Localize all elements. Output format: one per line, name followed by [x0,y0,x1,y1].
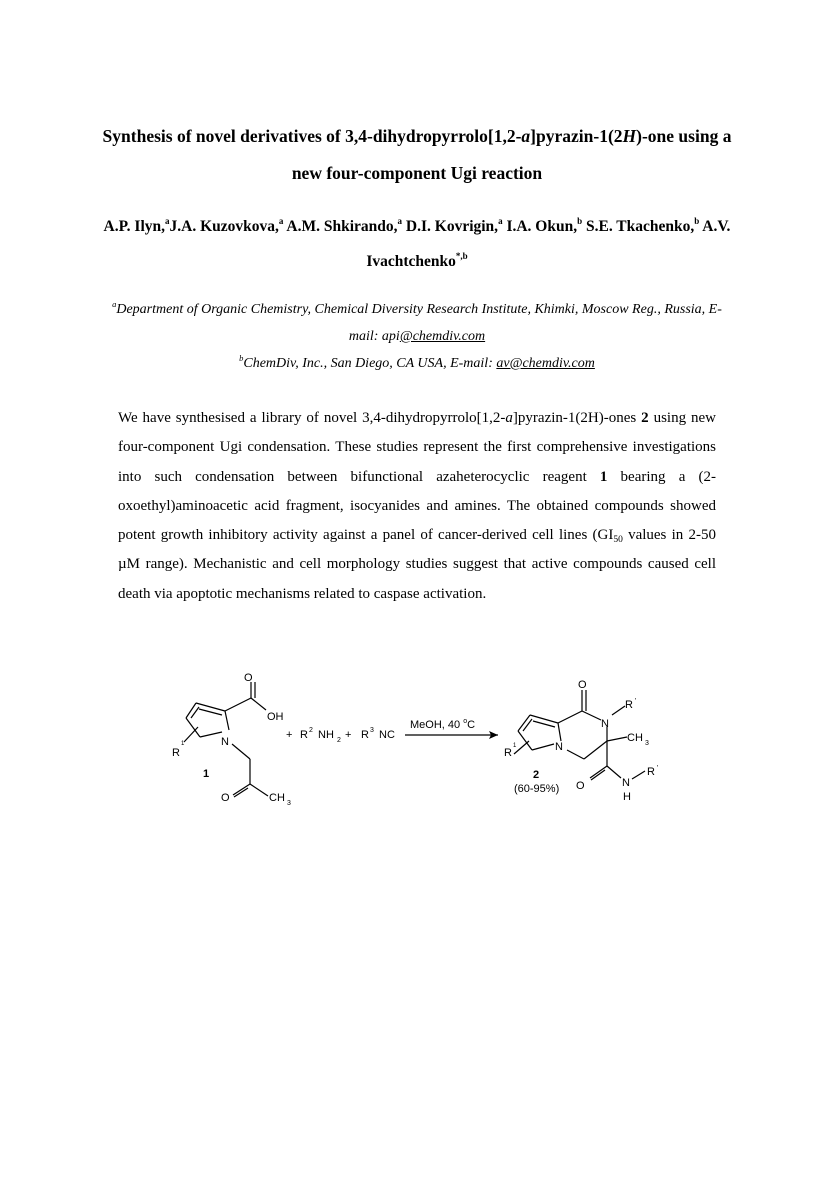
reaction-conditions [410,718,475,731]
plus-sign: + [345,729,352,741]
conditions-text: MeOH, 40 [410,719,464,731]
bond [567,750,584,759]
atom-label-r: R [647,766,655,778]
bond [250,784,268,796]
affiliation-text: Department of Organic Chemistry, Chemical Diversity Research Institute, Khimki, Moscow Reg., Russia, E-mail: api [116,302,722,344]
bond [225,711,229,730]
affiliation-mark: a [112,299,117,309]
atom-label-sub: 3 [287,800,291,807]
reagent-amine-group: NH [318,729,334,741]
reagent-iso-r: R [361,729,369,741]
atom-label-r: R [172,747,180,759]
bond [184,727,198,742]
bond [591,770,605,780]
author-affiliation-mark: a [498,216,503,226]
author-name: I.A. Okun, [506,218,578,235]
bond [584,741,607,759]
atom-label-sup: 1 [181,741,185,747]
compound-label-2: 2 [533,769,540,781]
title-italic-a: a [521,126,531,146]
bond [518,715,530,731]
author-affiliation-mark: b [577,216,583,226]
title-italic-h: H [622,126,637,146]
abstract-text: using new four-component Ugi condensation. These studies represent the first comprehensive investigations into such condensation between bifunctional azaheterocyclic reagent [118,410,717,485]
affiliation-text: ChemDiv, Inc., San Diego, CA USA, E-mail: [243,356,497,371]
bond [233,784,250,795]
reagent-amine-sub: 2 [337,737,341,744]
bond [518,731,532,750]
atom-label-sub: 3 [645,740,649,747]
atom-label-ch: CH [269,792,285,804]
email-link[interactable]: av@chemdiv.com [496,356,595,371]
compound-ref-1: 1 [599,468,608,485]
bond [199,709,222,715]
bond [612,706,625,715]
title-text-3: )-one using a new four-component Ugi reaction [291,126,732,183]
bond [632,771,645,779]
author-affiliation-mark: *,b [455,251,468,261]
abstract-text: We have synthesised a library of novel 3,4-dihydropyrrolo[1,2- [118,410,506,426]
reagent-iso-group: NC [379,729,395,741]
bond [607,766,621,778]
atom-label-o: O [221,792,230,804]
author-name: A.P. Ilyn, [103,218,165,235]
abstract-italic: a [505,410,513,426]
reagent-amine-sup: 2 [309,727,313,734]
bond [251,698,266,710]
author-affiliation-mark: b [694,216,700,226]
author-name: D.I. Kovrigin, [405,218,499,235]
compound-label-1: 1 [203,768,210,780]
author-affiliation-mark: a [397,216,403,226]
atom-label-prime: ' [657,765,659,772]
conditions-degree: o [463,718,468,725]
reagent-amine-r: R [300,729,308,741]
bond [532,744,554,750]
bond [523,719,532,731]
abstract-text: bearing a (2-oxoethyl)aminoacetic acid fragment, isocyanides and amines. The obtained compounds showed potent growth inhibitory activity against a panel of cancer-derived cell lines (GI [118,468,716,544]
yield-label: (60-95%) [514,783,560,795]
title-text-1: Synthesis of novel derivatives of 3,4-dihydropyrrolo[1,2- [102,126,522,146]
bond [200,732,222,737]
atom-label-h: H [623,791,631,803]
atom-label-sup: 1 [513,743,517,749]
author-affiliation-mark: a [278,216,284,226]
atom-label-prime: ' [635,698,637,705]
atom-label-o: O [576,780,585,792]
abstract-text: values in 2-50 µM range). Mechanistic and cell morphology studies suggest that active compounds caused cell death via apoptotic mechanisms related to caspase activation. [118,527,716,602]
author-name: A.M. Shkirando, [286,218,398,235]
atom-label-o: O [244,672,253,684]
bond [232,744,250,759]
author-affiliation-mark: a [165,216,170,226]
title-text-2: ]pyrazin-1(2 [530,126,623,146]
atom-label-r: R [504,747,512,759]
bond [186,703,196,718]
author-name: A.V. Ivachtchenko [366,218,731,270]
author-name: J.A. Kuzovkova, [169,218,279,235]
atom-label-oh: OH [267,711,284,723]
bond [607,737,627,741]
reagent-iso-sup: 3 [370,727,374,734]
bond [558,723,561,741]
atom-label-o: O [578,679,587,691]
atom-label-n: N [622,777,630,789]
atom-label-n: N [601,718,609,730]
plus-sign: + [286,729,293,741]
bond [225,698,251,711]
atom-label-n: N [221,736,229,748]
atom-label-r: R [625,699,633,711]
bond [582,711,601,720]
bond [533,721,555,727]
affiliation-mark: b [239,353,244,363]
atom-label-n: N [555,741,563,753]
author-name: S.E. Tkachenko, [585,218,695,235]
compound-ref-2: 2 [641,410,649,426]
atom-label-ch: CH [627,732,643,744]
abstract-subscript: 50 [613,535,623,546]
bond [590,766,607,778]
conditions-unit: C [467,719,476,731]
email-link[interactable]: @chemdiv.com [399,329,486,344]
bond [558,711,582,723]
abstract-text: ]pyrazin-1(2H)-ones [512,410,642,426]
